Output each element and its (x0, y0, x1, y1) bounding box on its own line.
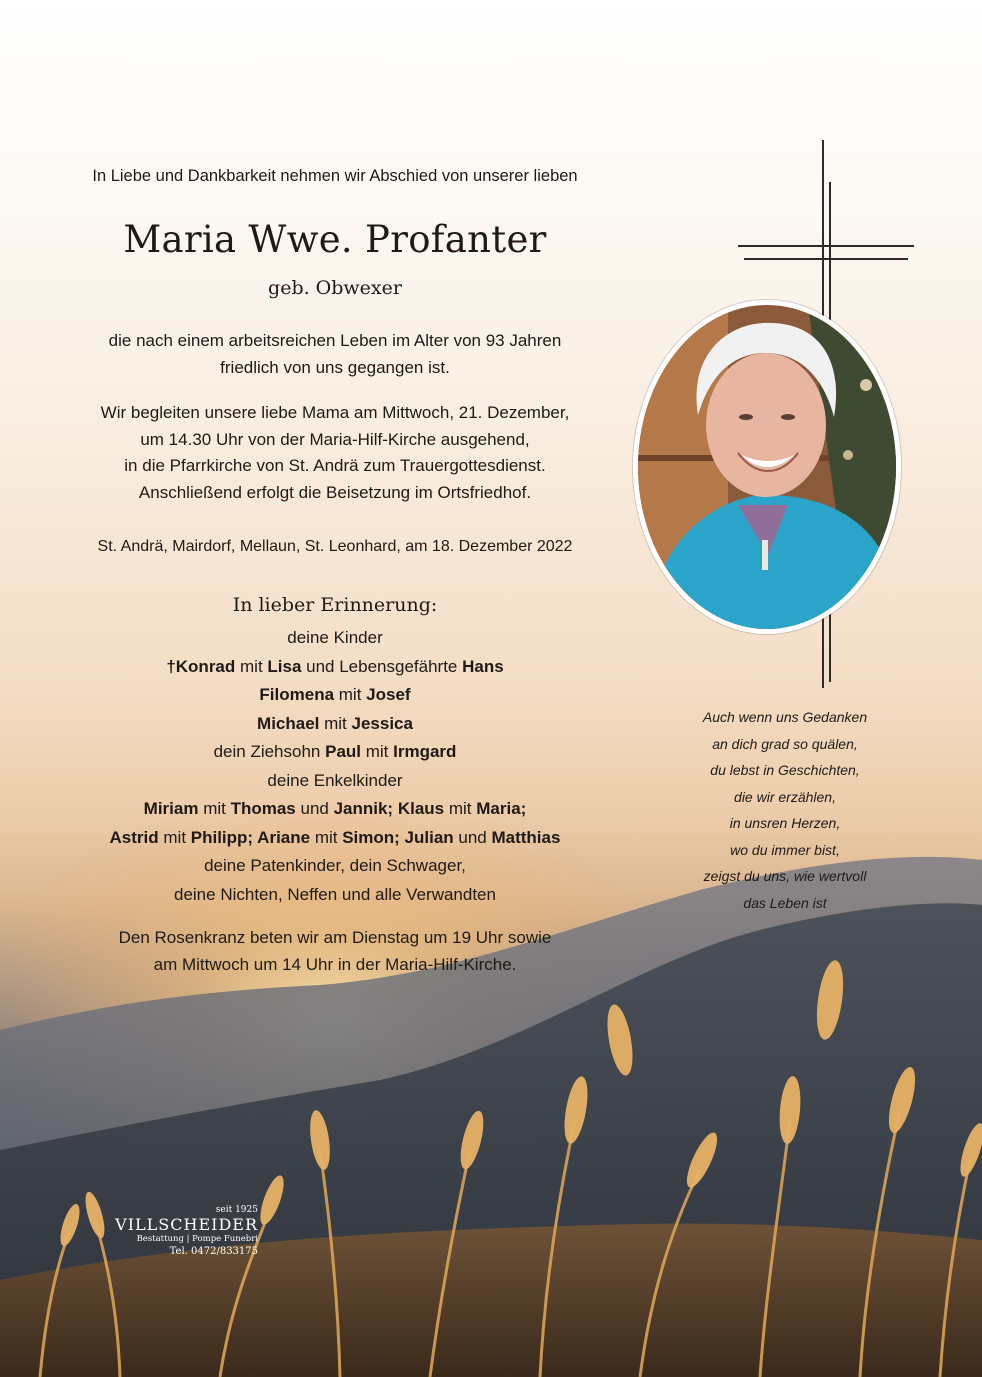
cross-bar-inner (744, 258, 908, 260)
mourner-text: mit (235, 656, 268, 676)
mourner-text: und (453, 827, 492, 847)
text-line: in die Pfarrkirche von St. Andrä zum Trauergottesdienst. (124, 456, 546, 475)
poem-line: du lebst in Geschichten, (710, 762, 860, 778)
mourner-line (40, 653, 630, 682)
mourner-name: Josef (366, 685, 411, 704)
mourner-line (40, 738, 630, 767)
mourner-line (40, 852, 630, 881)
mourner-name: Hans (462, 656, 504, 676)
mourner-text: mit (334, 685, 367, 704)
portrait-photo (638, 305, 896, 629)
mourner-line (40, 710, 630, 739)
mourner-text: deine Nichten, Neffen und alle Verwandten (174, 884, 496, 904)
mourner-text: und Lebensgefährte (301, 656, 463, 676)
poem-line: in unsren Herzen, (729, 815, 841, 831)
mourner-text: deine Enkelkinder (267, 770, 403, 790)
mourner-name: Jessica (351, 713, 413, 733)
text-line: Wir begleiten unsere liebe Mama am Mittwoch, 21. Dezember, (100, 403, 570, 422)
poem-line: an dich grad so quälen, (712, 735, 858, 752)
text-line: um 14.30 Uhr von der Maria-Hilf-Kirche ausgehend, (140, 429, 530, 449)
mourner-line (40, 881, 630, 910)
mourner-name: Michael (257, 713, 320, 733)
mourner-name: Simon; Julian (342, 827, 454, 847)
text-line: friedlich von uns gegangen ist. (220, 357, 450, 377)
mourner-line (40, 824, 630, 853)
text-line: Anschließend erfolgt die Beisetzung im Ortsfriedhof. (138, 482, 532, 502)
deceased-name: Maria Wwe. Profanter (123, 218, 547, 261)
mourner-name: Philipp; Ariane (190, 827, 311, 847)
mourner-name: †Konrad (166, 656, 236, 676)
poem-line: das Leben ist (743, 894, 827, 911)
poem-line: zeigst du uns, wie wertvoll (703, 868, 867, 884)
mourner-name: Matthias (491, 827, 561, 847)
mourner-name: Thomas (230, 799, 296, 818)
mourner-line (40, 624, 630, 653)
mourner-name: Jannik; Klaus (333, 799, 445, 818)
mourner-text: und (295, 799, 334, 818)
cross-bar (738, 245, 914, 247)
mourner-text: dein Ziehsohn (213, 742, 326, 761)
mourner-text: mit (198, 799, 231, 818)
logo-phone: Tel. 0472/833175 (169, 1246, 258, 1257)
mourner-name: Filomena (259, 685, 335, 704)
poem (660, 704, 910, 916)
funeral-paragraph (40, 400, 630, 506)
birth-name: geb. Obwexer (268, 277, 402, 299)
mourner-text: mit (310, 827, 343, 847)
mourner-name: Maria; (476, 799, 527, 818)
mourner-name: Irmgard (393, 742, 457, 761)
mourner-line (40, 767, 630, 796)
mourner-text: deine Patenkinder, dein Schwager, (204, 856, 466, 875)
funeral-home-logo (108, 1205, 258, 1257)
place-date: St. Andrä, Mairdorf, Mellaun, St. Leonhard, am 18. Dezember 2022 (97, 538, 573, 555)
mourners-list (40, 624, 630, 909)
mourner-name: Lisa (267, 656, 302, 676)
mourner-text: mit (444, 799, 477, 818)
mourner-text: deine Kinder (287, 628, 383, 647)
text-line: die nach einem arbeitsreichen Leben im Alter von 93 Jahren (108, 331, 562, 350)
mourner-name: Miriam (143, 799, 199, 818)
rosary-paragraph (40, 924, 630, 978)
logo-since: seit 1925 (215, 1205, 258, 1215)
logo-subtitle: Bestattung | Pompe Funebri (136, 1234, 258, 1244)
mourner-name: Paul (325, 742, 362, 761)
mourner-name: Astrid (109, 827, 159, 847)
life-paragraph (40, 328, 630, 381)
poem-line: Auch wenn uns Gedanken (702, 709, 868, 725)
logo-name: VILLSCHEIDER (115, 1215, 258, 1234)
poem-line: wo du immer bist, (730, 841, 840, 858)
text-line: Den Rosenkranz beten wir am Dienstag um 19 Uhr sowie (118, 928, 552, 947)
intro-text: In Liebe und Dankbarkeit nehmen wir Abschied von unserer lieben (92, 167, 578, 185)
mourner-text: mit (158, 827, 191, 847)
mourner-text: mit (361, 742, 394, 761)
poem-line: die wir erzählen, (734, 788, 836, 805)
mourner-line (40, 681, 630, 710)
mourner-line (40, 795, 630, 824)
mourner-text: mit (319, 713, 352, 733)
text-line: am Mittwoch um 14 Uhr in der Maria-Hilf-Kirche. (153, 955, 517, 974)
memory-title: In lieber Erinnerung: (232, 594, 438, 616)
